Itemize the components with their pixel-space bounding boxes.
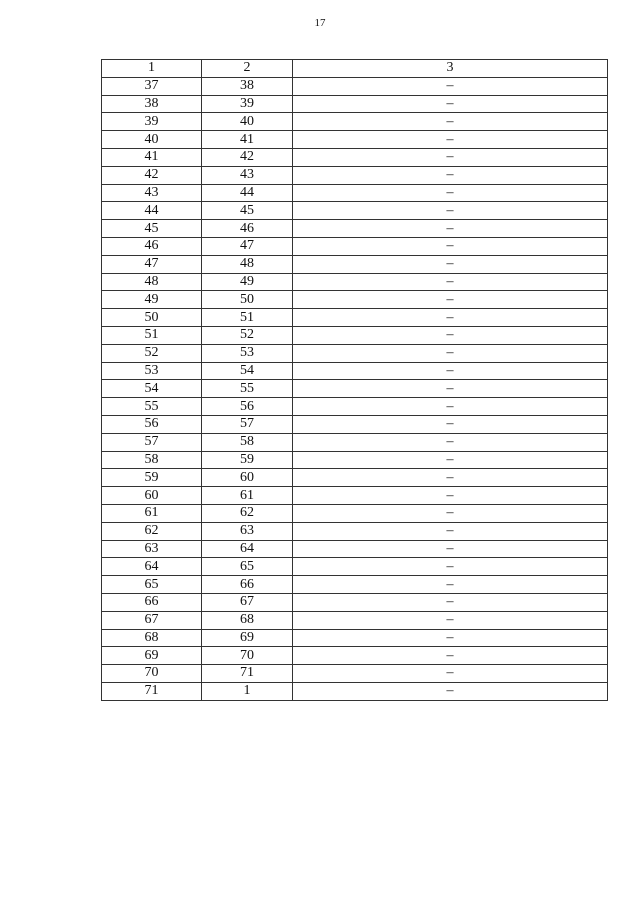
table-row bbox=[102, 558, 608, 576]
table-cell-col-2: 66 bbox=[202, 576, 293, 594]
table-row bbox=[102, 451, 608, 469]
table-cell-col-1: 39 bbox=[102, 113, 202, 131]
table-cell-col-2: 40 bbox=[202, 113, 293, 131]
table-cell-col-3: – bbox=[293, 593, 608, 611]
table-row bbox=[102, 540, 608, 558]
table-cell-col-1: 46 bbox=[102, 237, 202, 255]
table-cell-col-2: 53 bbox=[202, 344, 293, 362]
table-row bbox=[102, 202, 608, 220]
table-cell-col-1: 61 bbox=[102, 504, 202, 522]
table-row bbox=[102, 576, 608, 594]
table-cell-col-2: 69 bbox=[202, 629, 293, 647]
table-cell-col-1: 43 bbox=[102, 184, 202, 202]
table-cell-col-1: 63 bbox=[102, 540, 202, 558]
table-cell-col-1: 40 bbox=[102, 131, 202, 149]
table-cell-col-3: – bbox=[293, 131, 608, 149]
table-cell-col-2: 67 bbox=[202, 593, 293, 611]
table-cell-col-2: 49 bbox=[202, 273, 293, 291]
table-row bbox=[102, 362, 608, 380]
table-cell-col-2: 38 bbox=[202, 77, 293, 95]
table-cell-col-3: – bbox=[293, 647, 608, 665]
table-cell-col-3: – bbox=[293, 309, 608, 327]
table-row bbox=[102, 469, 608, 487]
table-cell-col-3: – bbox=[293, 237, 608, 255]
table-row bbox=[102, 148, 608, 166]
table-cell-col-3: – bbox=[293, 682, 608, 700]
table-header bbox=[102, 60, 608, 78]
table-cell-col-2: 60 bbox=[202, 469, 293, 487]
table-cell-col-1: 59 bbox=[102, 469, 202, 487]
table-cell-col-1: 58 bbox=[102, 451, 202, 469]
table-cell-col-2: 50 bbox=[202, 291, 293, 309]
table-cell-col-1: 67 bbox=[102, 611, 202, 629]
table-cell-col-1: 53 bbox=[102, 362, 202, 380]
table-cell-col-3: – bbox=[293, 469, 608, 487]
table-cell-col-3: – bbox=[293, 415, 608, 433]
table-cell-col-1: 52 bbox=[102, 344, 202, 362]
table-row bbox=[102, 255, 608, 273]
table-cell-col-1: 42 bbox=[102, 166, 202, 184]
table-row bbox=[102, 522, 608, 540]
table-body bbox=[102, 77, 608, 700]
table-row bbox=[102, 184, 608, 202]
table-row bbox=[102, 95, 608, 113]
table-cell-col-1: 38 bbox=[102, 95, 202, 113]
table-row bbox=[102, 326, 608, 344]
table-cell-col-2: 68 bbox=[202, 611, 293, 629]
table-row bbox=[102, 665, 608, 683]
table-cell-col-3: – bbox=[293, 576, 608, 594]
table-cell-col-3: – bbox=[293, 522, 608, 540]
table-cell-col-1: 62 bbox=[102, 522, 202, 540]
table-row bbox=[102, 273, 608, 291]
table-cell-col-1: 45 bbox=[102, 220, 202, 238]
table-row bbox=[102, 344, 608, 362]
table-cell-col-3: – bbox=[293, 629, 608, 647]
table-row bbox=[102, 166, 608, 184]
table-cell-col-2: 42 bbox=[202, 148, 293, 166]
table-cell-col-3: – bbox=[293, 398, 608, 416]
page-number: 17 bbox=[314, 17, 326, 29]
table-cell-col-1: 70 bbox=[102, 665, 202, 683]
table-cell-col-2: 57 bbox=[202, 415, 293, 433]
table-cell-col-2: 43 bbox=[202, 166, 293, 184]
table-cell-col-2: 48 bbox=[202, 255, 293, 273]
table-cell-col-2: 39 bbox=[202, 95, 293, 113]
table-cell-col-1: 55 bbox=[102, 398, 202, 416]
table-cell-col-3: – bbox=[293, 344, 608, 362]
table-cell-col-1: 68 bbox=[102, 629, 202, 647]
table-cell-col-3: – bbox=[293, 611, 608, 629]
column-header-1: 1 bbox=[102, 60, 202, 78]
table-row bbox=[102, 291, 608, 309]
table-row bbox=[102, 131, 608, 149]
table-cell-col-2: 1 bbox=[202, 682, 293, 700]
table-cell-col-2: 46 bbox=[202, 220, 293, 238]
table-row bbox=[102, 647, 608, 665]
table-row bbox=[102, 398, 608, 416]
table-cell-col-3: – bbox=[293, 220, 608, 238]
table-row bbox=[102, 309, 608, 327]
table-cell-col-3: – bbox=[293, 540, 608, 558]
table-cell-col-2: 51 bbox=[202, 309, 293, 327]
table-cell-col-1: 47 bbox=[102, 255, 202, 273]
table-cell-col-1: 37 bbox=[102, 77, 202, 95]
table-row bbox=[102, 611, 608, 629]
table-row bbox=[102, 433, 608, 451]
table-cell-col-3: – bbox=[293, 362, 608, 380]
table-cell-col-3: – bbox=[293, 184, 608, 202]
table-cell-col-3: – bbox=[293, 665, 608, 683]
table-cell-col-2: 71 bbox=[202, 665, 293, 683]
table-cell-col-2: 47 bbox=[202, 237, 293, 255]
table-cell-col-1: 48 bbox=[102, 273, 202, 291]
table-cell-col-1: 49 bbox=[102, 291, 202, 309]
table-cell-col-2: 55 bbox=[202, 380, 293, 398]
table-cell-col-3: – bbox=[293, 113, 608, 131]
table-cell-col-1: 57 bbox=[102, 433, 202, 451]
table-cell-col-1: 41 bbox=[102, 148, 202, 166]
table-cell-col-1: 64 bbox=[102, 558, 202, 576]
table-row bbox=[102, 237, 608, 255]
table-cell-col-2: 70 bbox=[202, 647, 293, 665]
table-cell-col-2: 61 bbox=[202, 487, 293, 505]
table-cell-col-3: – bbox=[293, 273, 608, 291]
table-cell-col-1: 54 bbox=[102, 380, 202, 398]
table-cell-col-3: – bbox=[293, 77, 608, 95]
table-cell-col-1: 60 bbox=[102, 487, 202, 505]
table-row bbox=[102, 504, 608, 522]
table-cell-col-3: – bbox=[293, 380, 608, 398]
table-cell-col-1: 51 bbox=[102, 326, 202, 344]
column-header-2: 2 bbox=[202, 60, 293, 78]
table-cell-col-1: 69 bbox=[102, 647, 202, 665]
table-header-row bbox=[102, 60, 608, 78]
table-row bbox=[102, 593, 608, 611]
table-row bbox=[102, 77, 608, 95]
table-cell-col-2: 45 bbox=[202, 202, 293, 220]
table-cell-col-2: 56 bbox=[202, 398, 293, 416]
table-cell-col-2: 59 bbox=[202, 451, 293, 469]
table-cell-col-1: 44 bbox=[102, 202, 202, 220]
table-row bbox=[102, 220, 608, 238]
table-cell-col-2: 63 bbox=[202, 522, 293, 540]
table-row bbox=[102, 113, 608, 131]
table-cell-col-1: 66 bbox=[102, 593, 202, 611]
table-cell-col-3: – bbox=[293, 202, 608, 220]
table-cell-col-2: 65 bbox=[202, 558, 293, 576]
table-row bbox=[102, 415, 608, 433]
table-cell-col-3: – bbox=[293, 255, 608, 273]
table-cell-col-3: – bbox=[293, 451, 608, 469]
column-header-3: 3 bbox=[293, 60, 608, 78]
table-cell-col-3: – bbox=[293, 433, 608, 451]
table-cell-col-2: 44 bbox=[202, 184, 293, 202]
table-cell-col-3: – bbox=[293, 487, 608, 505]
table-row bbox=[102, 682, 608, 700]
table-cell-col-3: – bbox=[293, 291, 608, 309]
table-cell-col-2: 64 bbox=[202, 540, 293, 558]
table-cell-col-1: 65 bbox=[102, 576, 202, 594]
table-cell-col-2: 58 bbox=[202, 433, 293, 451]
table-cell-col-3: – bbox=[293, 166, 608, 184]
data-table bbox=[101, 59, 608, 701]
table-cell-col-3: – bbox=[293, 558, 608, 576]
table-cell-col-2: 41 bbox=[202, 131, 293, 149]
table-cell-col-2: 54 bbox=[202, 362, 293, 380]
table-row bbox=[102, 487, 608, 505]
table-cell-col-3: – bbox=[293, 326, 608, 344]
table-cell-col-1: 56 bbox=[102, 415, 202, 433]
table-row bbox=[102, 629, 608, 647]
table-cell-col-3: – bbox=[293, 95, 608, 113]
table-cell-col-3: – bbox=[293, 148, 608, 166]
table-cell-col-3: – bbox=[293, 504, 608, 522]
table-row bbox=[102, 380, 608, 398]
table-cell-col-2: 52 bbox=[202, 326, 293, 344]
table-cell-col-1: 50 bbox=[102, 309, 202, 327]
table-cell-col-1: 71 bbox=[102, 682, 202, 700]
table-cell-col-2: 62 bbox=[202, 504, 293, 522]
